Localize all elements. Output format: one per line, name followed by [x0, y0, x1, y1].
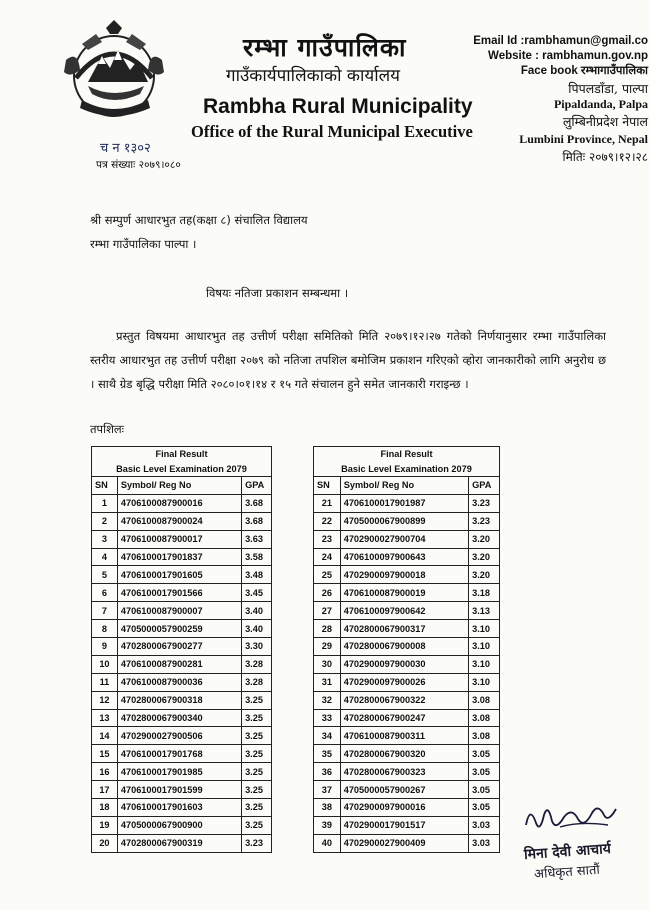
cell-sn: 16: [92, 763, 118, 781]
cell-reg-no: 4705000057900259: [117, 620, 241, 638]
cell-gpa: 3.05: [469, 781, 500, 799]
table-row: [92, 548, 272, 566]
cell-sn: 40: [314, 834, 341, 852]
cell-sn: 11: [92, 673, 118, 691]
cell-sn: 28: [314, 620, 341, 638]
table-row: [314, 638, 500, 656]
cell-reg-no: 4706100087900036: [117, 673, 241, 691]
cell-sn: 1: [92, 494, 118, 512]
municipality-name-nepali: रम्भा गाउँपालिका: [243, 33, 407, 62]
cell-gpa: 3.23: [242, 834, 272, 852]
cell-sn: 29: [314, 638, 341, 656]
cell-sn: 4: [92, 548, 118, 566]
cell-reg-no: 4702800067900340: [117, 709, 241, 727]
cell-gpa: 3.08: [469, 727, 500, 745]
cell-gpa: 3.20: [469, 530, 500, 548]
cell-reg-no: 4702900027900409: [340, 834, 468, 852]
cell-reg-no: 4702900027900506: [117, 727, 241, 745]
cell-reg-no: 4706100017901603: [117, 799, 241, 817]
table-row: [92, 691, 272, 709]
cell-sn: 36: [314, 763, 341, 781]
table-row: [314, 709, 500, 727]
cell-sn: 38: [314, 799, 341, 817]
cell-gpa: 3.10: [469, 655, 500, 673]
table-row: [92, 709, 272, 727]
cell-gpa: 3.25: [242, 781, 272, 799]
cell-gpa: 3.08: [469, 691, 500, 709]
recipient-line-2: रम्भा गाउँपालिका पाल्पा ।: [90, 237, 197, 251]
letter-date: मितिः २०७९।१२।२८: [562, 150, 648, 164]
letter-body: प्रस्तुत विषयमा आधारभुत तह उत्तीर्ण परीक्षा समितिको मिति २०७९।१२।२७ गतेको निर्णयानुसार रम्भा गाउँपालिका स्तरीय आधारभुत तह उत्तीर्ण परीक्षा २०७९ को नतिजा तपशिल बमोजिम प्रकाशन गरिएको व्होरा जानकारीको लागि अनुरोध छ । साथै ग्रेड बृद्धि परीक्षा मिति २०८०।०१।१४ र १५ गते संचालन हुने समेत जानकारी गराइन्छ ।: [90, 329, 606, 391]
cell-gpa: 3.48: [242, 566, 272, 584]
cell-gpa: 3.18: [469, 584, 500, 602]
table-row: [92, 584, 272, 602]
cell-sn: 5: [92, 566, 118, 584]
cell-sn: 18: [92, 799, 118, 817]
cell-gpa: 3.03: [469, 816, 500, 834]
table-row: [314, 745, 500, 763]
cell-gpa: 3.23: [469, 512, 500, 530]
cell-reg-no: 4702900097900026: [340, 673, 468, 691]
cell-gpa: 3.23: [469, 494, 500, 512]
province-nepali: लुम्बिनीप्रदेश नेपाल: [562, 114, 648, 129]
cell-sn: 37: [314, 781, 341, 799]
cell-reg-no: 4702800067900323: [340, 763, 468, 781]
table-caption-title: Final Result: [314, 447, 500, 462]
cell-sn: 30: [314, 655, 341, 673]
province-english: Lumbini Province, Nepal: [519, 132, 648, 146]
table-row: [314, 566, 500, 584]
nepal-emblem-logo: [58, 20, 170, 124]
cell-reg-no: 4702900027900704: [340, 530, 468, 548]
header-gpa: GPA: [242, 477, 272, 495]
table-header-row: [92, 477, 272, 495]
municipality-name-english: Rambha Rural Municipality: [203, 95, 473, 118]
cell-sn: 7: [92, 602, 118, 620]
cell-gpa: 3.63: [242, 530, 272, 548]
cell-gpa: 3.40: [242, 602, 272, 620]
table-row: [314, 602, 500, 620]
cell-gpa: 3.25: [242, 691, 272, 709]
office-name-nepali: गाउँकार्यपालिकाको कार्यालय: [226, 66, 401, 86]
table-row: [314, 512, 500, 530]
table-row: [314, 781, 500, 799]
cell-reg-no: 4702800067900247: [340, 709, 468, 727]
cell-sn: 20: [92, 834, 118, 852]
letter-number: पत्र संख्याः २०७९।०८०: [96, 159, 181, 171]
cell-gpa: 3.40: [242, 620, 272, 638]
table-row: [92, 816, 272, 834]
table-header-row: [314, 477, 500, 495]
cell-gpa: 3.58: [242, 548, 272, 566]
cell-sn: 9: [92, 638, 118, 656]
cell-sn: 32: [314, 691, 341, 709]
cell-gpa: 3.05: [469, 799, 500, 817]
cell-gpa: 3.10: [469, 638, 500, 656]
cell-reg-no: 4705000067900899: [340, 512, 468, 530]
table-row: [314, 530, 500, 548]
table-row: [92, 834, 272, 852]
details-label: तपशिलः: [90, 422, 125, 436]
cell-reg-no: 4702800067900322: [340, 691, 468, 709]
cell-gpa: 3.25: [242, 745, 272, 763]
header-sn: SN: [92, 477, 118, 495]
cell-gpa: 3.30: [242, 638, 272, 656]
table-row: [314, 494, 500, 512]
cell-gpa: 3.05: [469, 763, 500, 781]
handwritten-signature: [520, 795, 620, 840]
cell-reg-no: 4706100087900311: [340, 727, 468, 745]
cell-reg-no: 4705000057900267: [340, 781, 468, 799]
table-row: [92, 655, 272, 673]
cell-sn: 33: [314, 709, 341, 727]
cell-reg-no: 4702800067900008: [340, 638, 468, 656]
table-row: [314, 673, 500, 691]
email-line: Email Id :rambhamun@gmail.co: [473, 35, 648, 47]
cell-gpa: 3.25: [242, 763, 272, 781]
cell-sn: 26: [314, 584, 341, 602]
cell-reg-no: 4702800067900320: [340, 745, 468, 763]
cell-reg-no: 4705000067900900: [117, 816, 241, 834]
website-line: Website : rambhamun.gov.np: [488, 50, 648, 62]
cell-sn: 8: [92, 620, 118, 638]
cell-gpa: 3.28: [242, 655, 272, 673]
cell-sn: 24: [314, 548, 341, 566]
table-row: [314, 548, 500, 566]
facebook-line: Face book रम्भागाउँपालिका: [520, 65, 648, 77]
table-row: [92, 620, 272, 638]
header-sn: SN: [314, 477, 341, 495]
cell-sn: 34: [314, 727, 341, 745]
cell-reg-no: 4702900097900030: [340, 655, 468, 673]
cell-reg-no: 4702800067900317: [340, 620, 468, 638]
cell-gpa: 3.05: [469, 745, 500, 763]
cell-sn: 19: [92, 816, 118, 834]
cell-gpa: 3.03: [469, 834, 500, 852]
table-row: [314, 655, 500, 673]
cell-reg-no: 4702800067900319: [117, 834, 241, 852]
cell-gpa: 3.10: [469, 620, 500, 638]
cell-sn: 17: [92, 781, 118, 799]
table-caption-subtitle: Basic Level Examination 2079: [314, 462, 500, 477]
table-row: [92, 530, 272, 548]
cell-reg-no: 4702800067900318: [117, 691, 241, 709]
cell-gpa: 3.08: [469, 709, 500, 727]
cell-sn: 23: [314, 530, 341, 548]
cell-gpa: 3.20: [469, 548, 500, 566]
cell-sn: 10: [92, 655, 118, 673]
letter-subject: विषयः नतिजा प्रकाशन सम्बन्धमा ।: [206, 286, 349, 300]
table-row: [92, 763, 272, 781]
table-row: [92, 781, 272, 799]
cell-gpa: 3.45: [242, 584, 272, 602]
cell-reg-no: 4706100097900642: [340, 602, 468, 620]
cell-reg-no: 4706100087900017: [117, 530, 241, 548]
result-table-right: [313, 446, 500, 853]
table-row: [92, 494, 272, 512]
cell-sn: 25: [314, 566, 341, 584]
cell-sn: 31: [314, 673, 341, 691]
cell-sn: 22: [314, 512, 341, 530]
cell-gpa: 3.20: [469, 566, 500, 584]
cell-gpa: 3.13: [469, 602, 500, 620]
table-row: [92, 799, 272, 817]
cell-reg-no: 4702900097900018: [340, 566, 468, 584]
header-reg-no: Symbol/ Reg No: [117, 477, 241, 495]
cell-reg-no: 4706100087900281: [117, 655, 241, 673]
cell-sn: 21: [314, 494, 341, 512]
cell-sn: 12: [92, 691, 118, 709]
table-row: [92, 727, 272, 745]
cell-sn: 35: [314, 745, 341, 763]
table-row: [314, 620, 500, 638]
table-row: [92, 602, 272, 620]
header-gpa: GPA: [469, 477, 500, 495]
table-row: [92, 638, 272, 656]
cell-reg-no: 4702900097900016: [340, 799, 468, 817]
cell-sn: 14: [92, 727, 118, 745]
table-row: [314, 799, 500, 817]
cell-reg-no: 4706100087900019: [340, 584, 468, 602]
place-english: Pipaldanda, Palpa: [553, 97, 648, 111]
dispatch-number: च न १३०२: [100, 141, 151, 156]
cell-gpa: 3.28: [242, 673, 272, 691]
cell-reg-no: 4706100017901605: [117, 566, 241, 584]
cell-reg-no: 4706100017901768: [117, 745, 241, 763]
table-row: [92, 566, 272, 584]
cell-reg-no: 4706100017901599: [117, 781, 241, 799]
cell-sn: 15: [92, 745, 118, 763]
cell-sn: 3: [92, 530, 118, 548]
table-row: [92, 745, 272, 763]
cell-sn: 2: [92, 512, 118, 530]
signatory-role: अधिकृत सातौं: [533, 862, 601, 883]
cell-sn: 39: [314, 816, 341, 834]
cell-reg-no: 4702800067900277: [117, 638, 241, 656]
table-caption-title: Final Result: [92, 447, 272, 462]
cell-gpa: 3.25: [242, 799, 272, 817]
table-row: [314, 727, 500, 745]
table-row: [314, 763, 500, 781]
cell-reg-no: 4706100087900007: [117, 602, 241, 620]
cell-gpa: 3.25: [242, 816, 272, 834]
table-row: [314, 584, 500, 602]
office-name-english: Office of the Rural Municipal Executive: [191, 122, 473, 141]
cell-reg-no: 4706100087900024: [117, 512, 241, 530]
table-row: [92, 673, 272, 691]
recipient-line-1: श्री सम्पुर्ण आधारभुत तह(कक्षा ८) संचालित विद्यालय: [90, 213, 308, 227]
table-row: [92, 512, 272, 530]
table-caption-subtitle: Basic Level Examination 2079: [92, 462, 272, 477]
cell-gpa: 3.25: [242, 709, 272, 727]
cell-reg-no: 4702900017901517: [340, 816, 468, 834]
table-row: [314, 691, 500, 709]
cell-gpa: 3.68: [242, 512, 272, 530]
cell-reg-no: 4706100017901837: [117, 548, 241, 566]
table-row: [314, 816, 500, 834]
cell-sn: 6: [92, 584, 118, 602]
cell-reg-no: 4706100017901566: [117, 584, 241, 602]
header-reg-no: Symbol/ Reg No: [340, 477, 468, 495]
result-table-left: [91, 446, 272, 853]
cell-sn: 13: [92, 709, 118, 727]
signatory-name: मिना देवी आचार्य: [523, 840, 612, 864]
cell-gpa: 3.10: [469, 673, 500, 691]
cell-reg-no: 4706100087900016: [117, 494, 241, 512]
cell-reg-no: 4706100097900643: [340, 548, 468, 566]
place-nepali: पिपलडाँडा, पाल्पा: [568, 81, 648, 96]
cell-reg-no: 4706100017901987: [340, 494, 468, 512]
cell-reg-no: 4706100017901985: [117, 763, 241, 781]
cell-sn: 27: [314, 602, 341, 620]
cell-gpa: 3.25: [242, 727, 272, 745]
cell-gpa: 3.68: [242, 494, 272, 512]
table-row: [314, 834, 500, 852]
